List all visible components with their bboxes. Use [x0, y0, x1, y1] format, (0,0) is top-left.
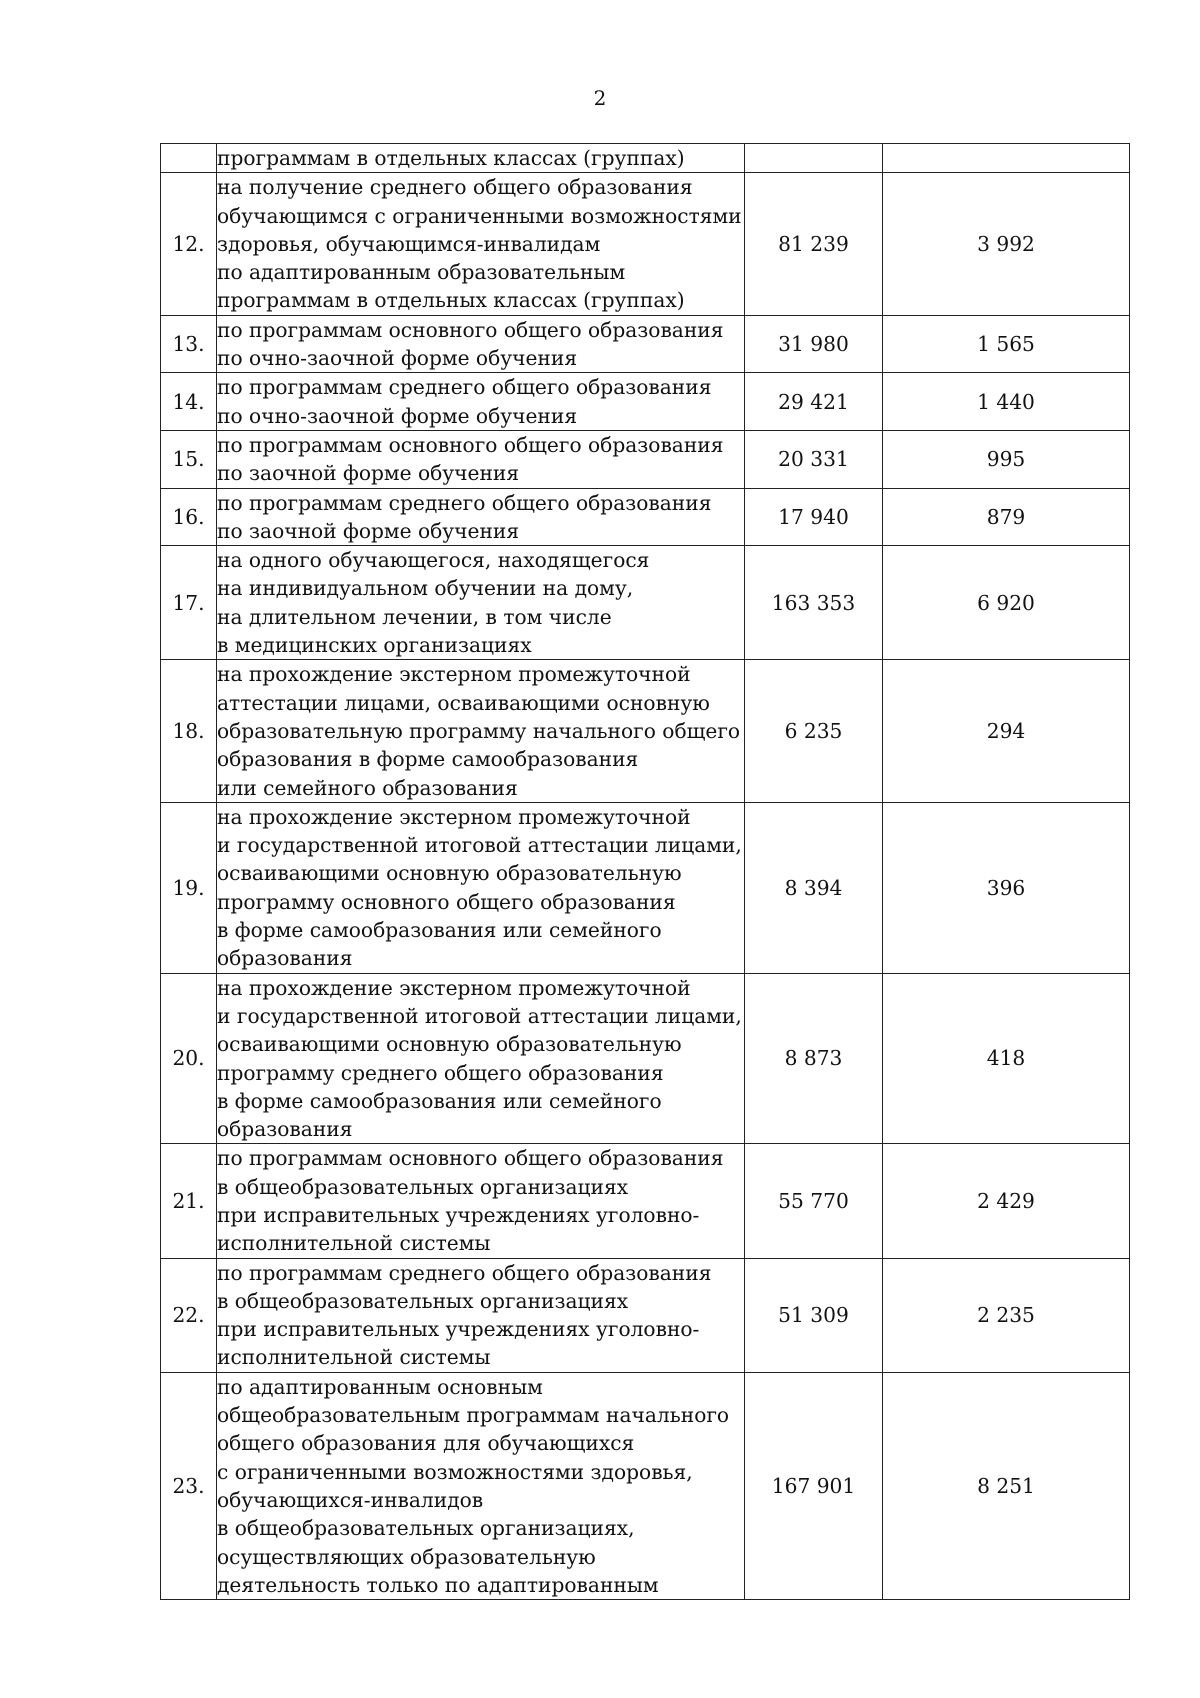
- row-description: на одного обучающегося, находящегося на индивидуальном обучении на дому, на длительном лечении, в том числе в медицинских организациях: [217, 546, 745, 660]
- row-description: по программам основного общего образования в общеобразовательных организациях при исправительных учреждениях уголовно- исполнительной системы: [217, 1144, 745, 1258]
- row-number: 12.: [161, 173, 217, 315]
- row-value-1: 8 394: [745, 802, 883, 973]
- row-description: по программам основного общего образования по заочной форме обучения: [217, 430, 745, 488]
- table-row: [161, 1372, 1130, 1599]
- row-description: по программам среднего общего образования по очно-заочной форме обучения: [217, 373, 745, 431]
- row-number: 13.: [161, 315, 217, 373]
- page-number: 2: [593, 86, 607, 110]
- row-description: программам в отдельных классах (группах): [217, 144, 745, 173]
- row-value-2: 396: [883, 802, 1130, 973]
- row-description: на прохождение экстерном промежуточной и государственной итоговой аттестации лицами, осваивающими основную образовательную программу основного общего образования в форме самообразования или семейного образования: [217, 802, 745, 973]
- row-number: 16.: [161, 488, 217, 546]
- row-value-2: 2 429: [883, 1144, 1130, 1258]
- row-description: по программам основного общего образования по очно-заочной форме обучения: [217, 315, 745, 373]
- row-value-2: 1 565: [883, 315, 1130, 373]
- table-row: [161, 1258, 1130, 1372]
- row-value-2: 418: [883, 973, 1130, 1144]
- table-row: [161, 802, 1130, 973]
- normatives-table: [160, 143, 1130, 1600]
- row-value-1: 29 421: [745, 373, 883, 431]
- table-row: [161, 315, 1130, 373]
- row-value-1: 81 239: [745, 173, 883, 315]
- row-value-2: 294: [883, 660, 1130, 802]
- table-row: [161, 1144, 1130, 1258]
- row-number: 15.: [161, 430, 217, 488]
- row-number: 17.: [161, 546, 217, 660]
- row-description: на получение среднего общего образования обучающимся с ограниченными возможностями здоровья, обучающимся-инвалидам по адаптированным образовательным программам в отдельных классах (группах): [217, 173, 745, 315]
- row-value-2: 3 992: [883, 173, 1130, 315]
- row-value-1: [745, 144, 883, 173]
- row-value-1: 31 980: [745, 315, 883, 373]
- row-value-2: 2 235: [883, 1258, 1130, 1372]
- row-number: [161, 144, 217, 173]
- table-row: [161, 660, 1130, 802]
- row-description: по программам среднего общего образования по заочной форме обучения: [217, 488, 745, 546]
- row-number: 14.: [161, 373, 217, 431]
- row-number: 23.: [161, 1372, 217, 1599]
- table-row: [161, 430, 1130, 488]
- row-number: 20.: [161, 973, 217, 1144]
- row-value-1: 51 309: [745, 1258, 883, 1372]
- row-value-2: [883, 144, 1130, 173]
- row-value-2: 8 251: [883, 1372, 1130, 1599]
- row-description: на прохождение экстерном промежуточной и государственной итоговой аттестации лицами, осваивающими основную образовательную программу среднего общего образования в форме самообразования или семейного образования: [217, 973, 745, 1144]
- row-description: на прохождение экстерном промежуточной аттестации лицами, осваивающими основную образовательную программу начального общего образования в форме самообразования или семейного образования: [217, 660, 745, 802]
- table-row: [161, 144, 1130, 173]
- table-row: [161, 973, 1130, 1144]
- row-value-2: 1 440: [883, 373, 1130, 431]
- table-row: [161, 488, 1130, 546]
- table-row: [161, 546, 1130, 660]
- row-value-2: 879: [883, 488, 1130, 546]
- row-value-1: 167 901: [745, 1372, 883, 1599]
- row-value-1: 55 770: [745, 1144, 883, 1258]
- row-number: 18.: [161, 660, 217, 802]
- row-value-2: 6 920: [883, 546, 1130, 660]
- row-value-1: 8 873: [745, 973, 883, 1144]
- row-value-1: 6 235: [745, 660, 883, 802]
- row-value-2: 995: [883, 430, 1130, 488]
- table-row: [161, 373, 1130, 431]
- row-description: по программам среднего общего образования в общеобразовательных организациях при исправительных учреждениях уголовно- исполнительной системы: [217, 1258, 745, 1372]
- row-value-1: 163 353: [745, 546, 883, 660]
- row-number: 21.: [161, 1144, 217, 1258]
- table-row: [161, 173, 1130, 315]
- row-number: 19.: [161, 802, 217, 973]
- row-description: по адаптированным основным общеобразовательным программам начального общего образования для обучающихся с ограниченными возможностями здоровья, обучающихся-инвалидов в общеобразовательных организациях, осуществляющих образовательную деятельность только по адаптированным: [217, 1372, 745, 1599]
- row-value-1: 17 940: [745, 488, 883, 546]
- row-number: 22.: [161, 1258, 217, 1372]
- row-value-1: 20 331: [745, 430, 883, 488]
